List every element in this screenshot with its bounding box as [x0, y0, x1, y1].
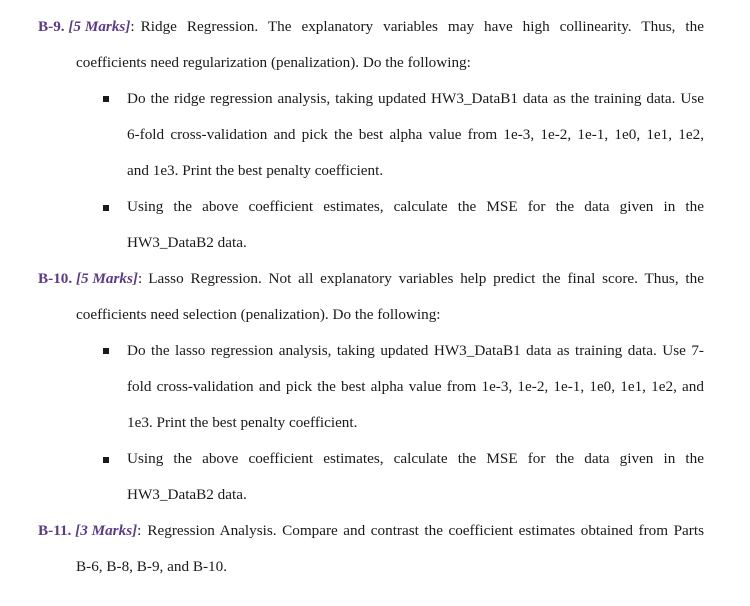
question-text: Lasso Regression. Not all explanatory variables help predict the final score. Thus, the: [148, 270, 704, 287]
bullet-marker: [103, 348, 109, 354]
bullet-text: Do the ridge regression analysis, taking updated HW3_DataB1 data as the training data. Use: [127, 90, 704, 107]
bullet-text: Do the lasso regression analysis, taking updated HW3_DataB1 data as training data. Use 7-: [127, 342, 704, 359]
question-b9-header: [38, 17, 704, 37]
question-number: B-9.: [38, 18, 65, 35]
bullet-text: Using the above coefficient estimates, calculate the MSE for the data given in the: [127, 198, 704, 215]
question-text: Regression Analysis. Compare and contrast the coefficient estimates obtained from Parts: [147, 522, 704, 539]
question-text-continuation: B-6, B-8, B-9, and B-10.: [76, 558, 228, 575]
question-text: Ridge Regression. The explanatory variables may have high collinearity. Thus, the: [140, 18, 704, 35]
marks-colon: :: [137, 522, 142, 539]
bullet-text: HW3_DataB2 data.: [127, 486, 247, 503]
question-number: B-11.: [38, 522, 72, 539]
question-marks: [3 Marks]: [75, 522, 138, 539]
question-b11-header: [38, 521, 704, 541]
marks-colon: :: [138, 270, 143, 287]
bullet-text: HW3_DataB2 data.: [127, 234, 247, 251]
marks-colon: :: [130, 18, 135, 35]
bullet-marker: [103, 205, 109, 211]
bullet-marker: [103, 457, 109, 463]
bullet-text: 1e3. Print the best penalty coefficient.: [127, 414, 358, 431]
bullet-text: and 1e3. Print the best penalty coefficient.: [127, 162, 384, 179]
bullet-marker: [103, 96, 109, 102]
bullet-text: 6-fold cross-validation and pick the best alpha value from 1e-3, 1e-2, 1e-1, 1e0, 1e1, 1e2,: [127, 126, 704, 143]
question-text-continuation: coefficients need selection (penalization). Do the following:: [76, 306, 441, 323]
bullet-text: Using the above coefficient estimates, calculate the MSE for the data given in the: [127, 450, 704, 467]
question-marks: [5 Marks]: [75, 270, 138, 287]
question-number: B-10.: [38, 270, 73, 287]
question-text-continuation: coefficients need regularization (penalization). Do the following:: [76, 54, 471, 71]
bullet-text: fold cross-validation and pick the best alpha value from 1e-3, 1e-2, 1e-1, 1e0, 1e1, 1e2, and: [127, 378, 704, 395]
question-marks: [5 Marks]: [68, 18, 131, 35]
question-b10-header: [38, 269, 704, 289]
